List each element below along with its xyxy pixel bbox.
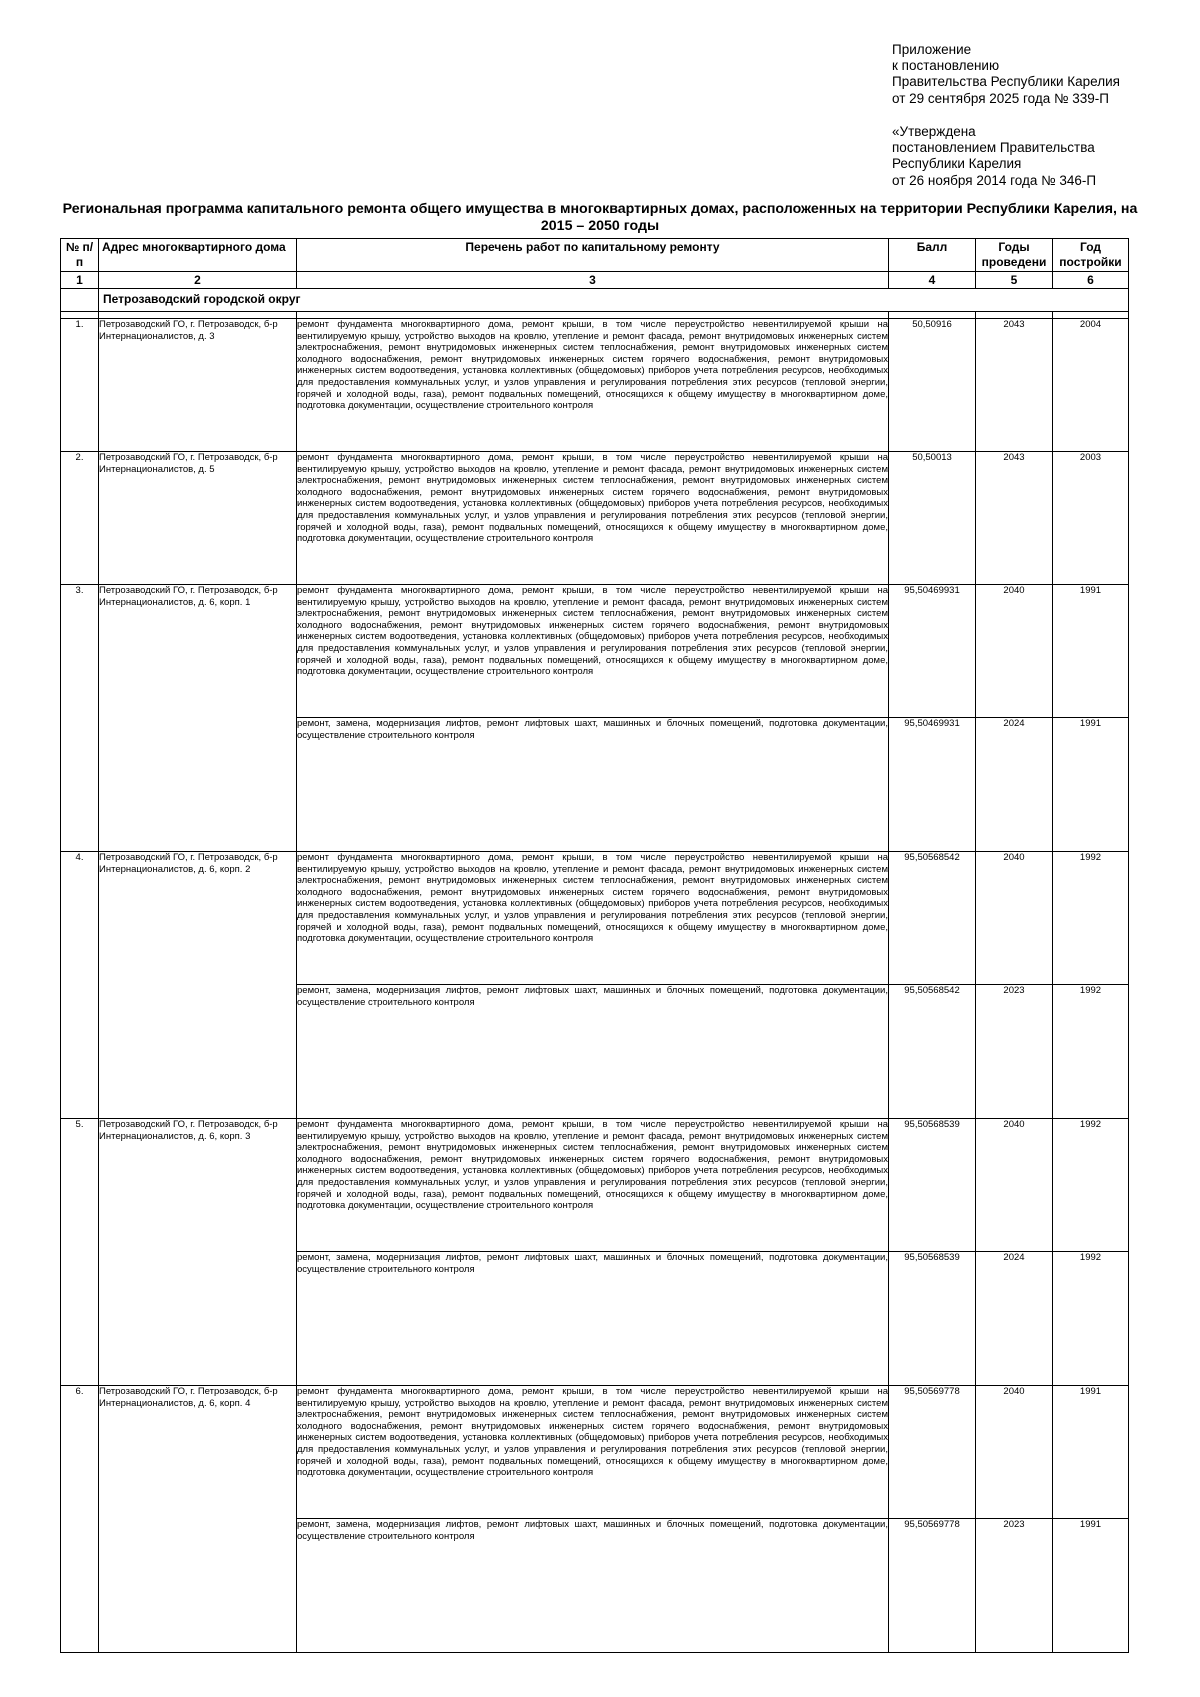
column-number: 5	[976, 272, 1053, 289]
table-row	[61, 452, 1129, 585]
row-number: 6.	[61, 1386, 99, 1653]
row-score: 95,50469931	[889, 585, 976, 718]
header-num: № п/п	[61, 239, 99, 272]
table-row	[61, 1386, 1129, 1519]
row-built: 1992	[1053, 852, 1129, 985]
row-works: ремонт фундамента многоквартирного дома, ремонт крыши, в том числе переустройство невентилируемой крыши на вентилируемую крышу, устройство выходов на кровлю, утепление и ремонт фасада, ремонт внутридомовых инженерных систем электроснабжения, ремонт внутридомовых инженерных систем теплоснабжения, ремонт внутридомовых инженерных систем холодного водоснабжения, ремонт внутридомовых инженерных систем горячего водоснабжения, ремонт внутридомовых инженерных систем водоотведения, установка коллективных (общедомовых) приборов учета потребления ресурсов, необходимых для предоставления коммунальных услуг, и узлов управления и регулирования потребления этих ресурсов (тепловой энергии, горячей и холодной воды, газа), ремонт подвальных помещений, относящихся к общему имуществу в многоквартирном доме, подготовка документации, осуществление строительного контроля	[297, 852, 889, 985]
header-score: Балл	[889, 239, 976, 272]
row-year: 2023	[976, 1519, 1053, 1653]
row-number: 2.	[61, 452, 99, 585]
document-title: Региональная программа капитального ремонта общего имущества в многоквартирных домах, расположенных на территории Республики Карелия, на 2015 – 2050 годы	[62, 201, 1138, 234]
column-number: 1	[61, 272, 99, 289]
row-number: 1.	[61, 319, 99, 452]
row-works: ремонт фундамента многоквартирного дома, ремонт крыши, в том числе переустройство невентилируемой крыши на вентилируемую крышу, устройство выходов на кровлю, утепление и ремонт фасада, ремонт внутридомовых инженерных систем электроснабжения, ремонт внутридомовых инженерных систем теплоснабжения, ремонт внутридомовых инженерных систем холодного водоснабжения, ремонт внутридомовых инженерных систем горячего водоснабжения, ремонт внутридомовых инженерных систем водоотведения, установка коллективных (общедомовых) приборов учета потребления ресурсов, необходимых для предоставления коммунальных услуг, и узлов управления и регулирования потребления этих ресурсов (тепловой энергии, горячей и холодной воды, газа), ремонт подвальных помещений, относящихся к общему имуществу в многоквартирном доме, подготовка документации, осуществление строительного контроля	[297, 452, 889, 585]
row-works-lift: ремонт, замена, модернизация лифтов, ремонт лифтовых шахт, машинных и блочных помещений, подготовка документации, осуществление строительного контроля	[297, 1252, 889, 1386]
column-number: 4	[889, 272, 976, 289]
column-number: 2	[99, 272, 297, 289]
row-year: 2040	[976, 1386, 1053, 1519]
row-address: Петрозаводский ГО, г. Петрозаводск, б-р Интернационалистов, д. 6, корп. 2	[99, 852, 297, 1119]
column-number: 6	[1053, 272, 1129, 289]
row-score: 50,50013	[889, 452, 976, 585]
row-number: 5.	[61, 1119, 99, 1386]
row-built: 2003	[1053, 452, 1129, 585]
row-year: 2024	[976, 1252, 1053, 1386]
table-row	[61, 852, 1129, 985]
header-built: Год постройки	[1053, 239, 1129, 272]
row-year: 2043	[976, 452, 1053, 585]
row-year: 2043	[976, 319, 1053, 452]
row-works-lift: ремонт, замена, модернизация лифтов, ремонт лифтовых шахт, машинных и блочных помещений, подготовка документации, осуществление строительного контроля	[297, 718, 889, 852]
approval-block	[892, 124, 1096, 189]
row-works: ремонт фундамента многоквартирного дома, ремонт крыши, в том числе переустройство невентилируемой крыши на вентилируемую крышу, устройство выходов на кровлю, утепление и ремонт фасада, ремонт внутридомовых инженерных систем электроснабжения, ремонт внутридомовых инженерных систем теплоснабжения, ремонт внутридомовых инженерных систем холодного водоснабжения, ремонт внутридомовых инженерных систем горячего водоснабжения, ремонт внутридомовых инженерных систем водоотведения, установка коллективных (общедомовых) приборов учета потребления ресурсов, необходимых для предоставления коммунальных услуг, и узлов управления и регулирования потребления этих ресурсов (тепловой энергии, горячей и холодной воды, газа), ремонт подвальных помещений, относящихся к общему имуществу в многоквартирном доме, подготовка документации, осуществление строительного контроля	[297, 585, 889, 718]
row-year: 2024	[976, 718, 1053, 852]
row-built: 1992	[1053, 1119, 1129, 1252]
approval-line: «Утверждена	[892, 124, 976, 139]
approval-line: Республики Карелия	[892, 156, 1022, 172]
row-address: Петрозаводский ГО, г. Петрозаводск, б-р Интернационалистов, д. 3	[99, 319, 297, 452]
row-built: 2004	[1053, 319, 1129, 452]
row-score: 95,50569778	[889, 1519, 976, 1653]
row-built: 1991	[1053, 1386, 1129, 1519]
region-row	[61, 289, 1129, 312]
table-row	[61, 585, 1129, 718]
row-works: ремонт фундамента многоквартирного дома, ремонт крыши, в том числе переустройство невентилируемой крыши на вентилируемую крышу, устройство выходов на кровлю, утепление и ремонт фасада, ремонт внутридомовых инженерных систем электроснабжения, ремонт внутридомовых инженерных систем теплоснабжения, ремонт внутридомовых инженерных систем холодного водоснабжения, ремонт внутридомовых инженерных систем горячего водоснабжения, ремонт внутридомовых инженерных систем водоотведения, установка коллективных (общедомовых) приборов учета потребления ресурсов, необходимых для предоставления коммунальных услуг, и узлов управления и регулирования потребления этих ресурсов (тепловой энергии, горячей и холодной воды, газа), ремонт подвальных помещений, относящихся к общему имуществу в многоквартирном доме, подготовка документации, осуществление строительного контроля	[297, 1386, 889, 1519]
row-year: 2040	[976, 585, 1053, 718]
column-number: 3	[297, 272, 889, 289]
appendix-line: к постановлению	[892, 58, 1000, 74]
column-number-row	[61, 272, 1129, 289]
row-built: 1992	[1053, 985, 1129, 1119]
row-works: ремонт фундамента многоквартирного дома, ремонт крыши, в том числе переустройство невентилируемой крыши на вентилируемую крышу, устройство выходов на кровлю, утепление и ремонт фасада, ремонт внутридомовых инженерных систем электроснабжения, ремонт внутридомовых инженерных систем теплоснабжения, ремонт внутридомовых инженерных систем холодного водоснабжения, ремонт внутридомовых инженерных систем горячего водоснабжения, ремонт внутридомовых инженерных систем водоотведения, установка коллективных (общедомовых) приборов учета потребления ресурсов, необходимых для предоставления коммунальных услуг, и узлов управления и регулирования потребления этих ресурсов (тепловой энергии, горячей и холодной воды, газа), ремонт подвальных помещений, относящихся к общему имуществу в многоквартирном доме, подготовка документации, осуществление строительного контроля	[297, 1119, 889, 1252]
appendix-line: Приложение	[892, 42, 972, 57]
row-built: 1992	[1053, 1252, 1129, 1386]
row-built: 1991	[1053, 585, 1129, 718]
row-address: Петрозаводский ГО, г. Петрозаводск, б-р Интернационалистов, д. 6, корп. 1	[99, 585, 297, 852]
table-row	[61, 1119, 1129, 1252]
row-address: Петрозаводский ГО, г. Петрозаводск, б-р Интернационалистов, д. 6, корп. 3	[99, 1119, 297, 1386]
row-year: 2040	[976, 852, 1053, 985]
row-score: 95,50469931	[889, 718, 976, 852]
header-address: Адрес многоквартирного дома	[99, 239, 297, 272]
appendix-line: Правительства Республики Карелия	[892, 74, 1120, 90]
row-year: 2023	[976, 985, 1053, 1119]
row-address: Петрозаводский ГО, г. Петрозаводск, б-р Интернационалистов, д. 6, корп. 4	[99, 1386, 297, 1653]
row-score: 95,50568542	[889, 852, 976, 985]
row-built: 1991	[1053, 718, 1129, 852]
table-row	[61, 319, 1129, 452]
row-works: ремонт фундамента многоквартирного дома, ремонт крыши, в том числе переустройство невентилируемой крыши на вентилируемую крышу, устройство выходов на кровлю, утепление и ремонт фасада, ремонт внутридомовых инженерных систем электроснабжения, ремонт внутридомовых инженерных систем теплоснабжения, ремонт внутридомовых инженерных систем холодного водоснабжения, ремонт внутридомовых инженерных систем горячего водоснабжения, ремонт внутридомовых инженерных систем водоотведения, установка коллективных (общедомовых) приборов учета потребления ресурсов, необходимых для предоставления коммунальных услуг, и узлов управления и регулирования потребления этих ресурсов (тепловой энергии, горячей и холодной воды, газа), ремонт подвальных помещений, относящихся к общему имуществу в многоквартирном доме, подготовка документации, осуществление строительного контроля	[297, 319, 889, 452]
appendix-line: от 29 сентября 2025 года № 339-П	[892, 90, 1109, 106]
header-works: Перечень работ по капитальному ремонту	[297, 239, 889, 272]
row-works-lift: ремонт, замена, модернизация лифтов, ремонт лифтовых шахт, машинных и блочных помещений, подготовка документации, осуществление строительного контроля	[297, 985, 889, 1119]
row-score: 95,50568542	[889, 985, 976, 1119]
header-years: Годы проведени	[976, 239, 1053, 272]
row-number: 4.	[61, 852, 99, 1119]
row-score: 50,50916	[889, 319, 976, 452]
row-built: 1991	[1053, 1519, 1129, 1653]
row-works-lift: ремонт, замена, модернизация лифтов, ремонт лифтовых шахт, машинных и блочных помещений, подготовка документации, осуществление строительного контроля	[297, 1519, 889, 1653]
approval-line: постановлением Правительства	[892, 140, 1095, 156]
row-score: 95,50568539	[889, 1119, 976, 1252]
row-year: 2040	[976, 1119, 1053, 1252]
header-row	[61, 239, 1129, 272]
row-score: 95,50568539	[889, 1252, 976, 1386]
row-address: Петрозаводский ГО, г. Петрозаводск, б-р Интернационалистов, д. 5	[99, 452, 297, 585]
region-name: Петрозаводский городской округ	[99, 289, 1129, 312]
row-score: 95,50569778	[889, 1386, 976, 1519]
repair-program-table	[60, 238, 1129, 1653]
approval-line: от 26 ноября 2014 года № 346-П	[892, 172, 1097, 188]
row-number: 3.	[61, 585, 99, 852]
appendix-block	[892, 42, 1120, 107]
